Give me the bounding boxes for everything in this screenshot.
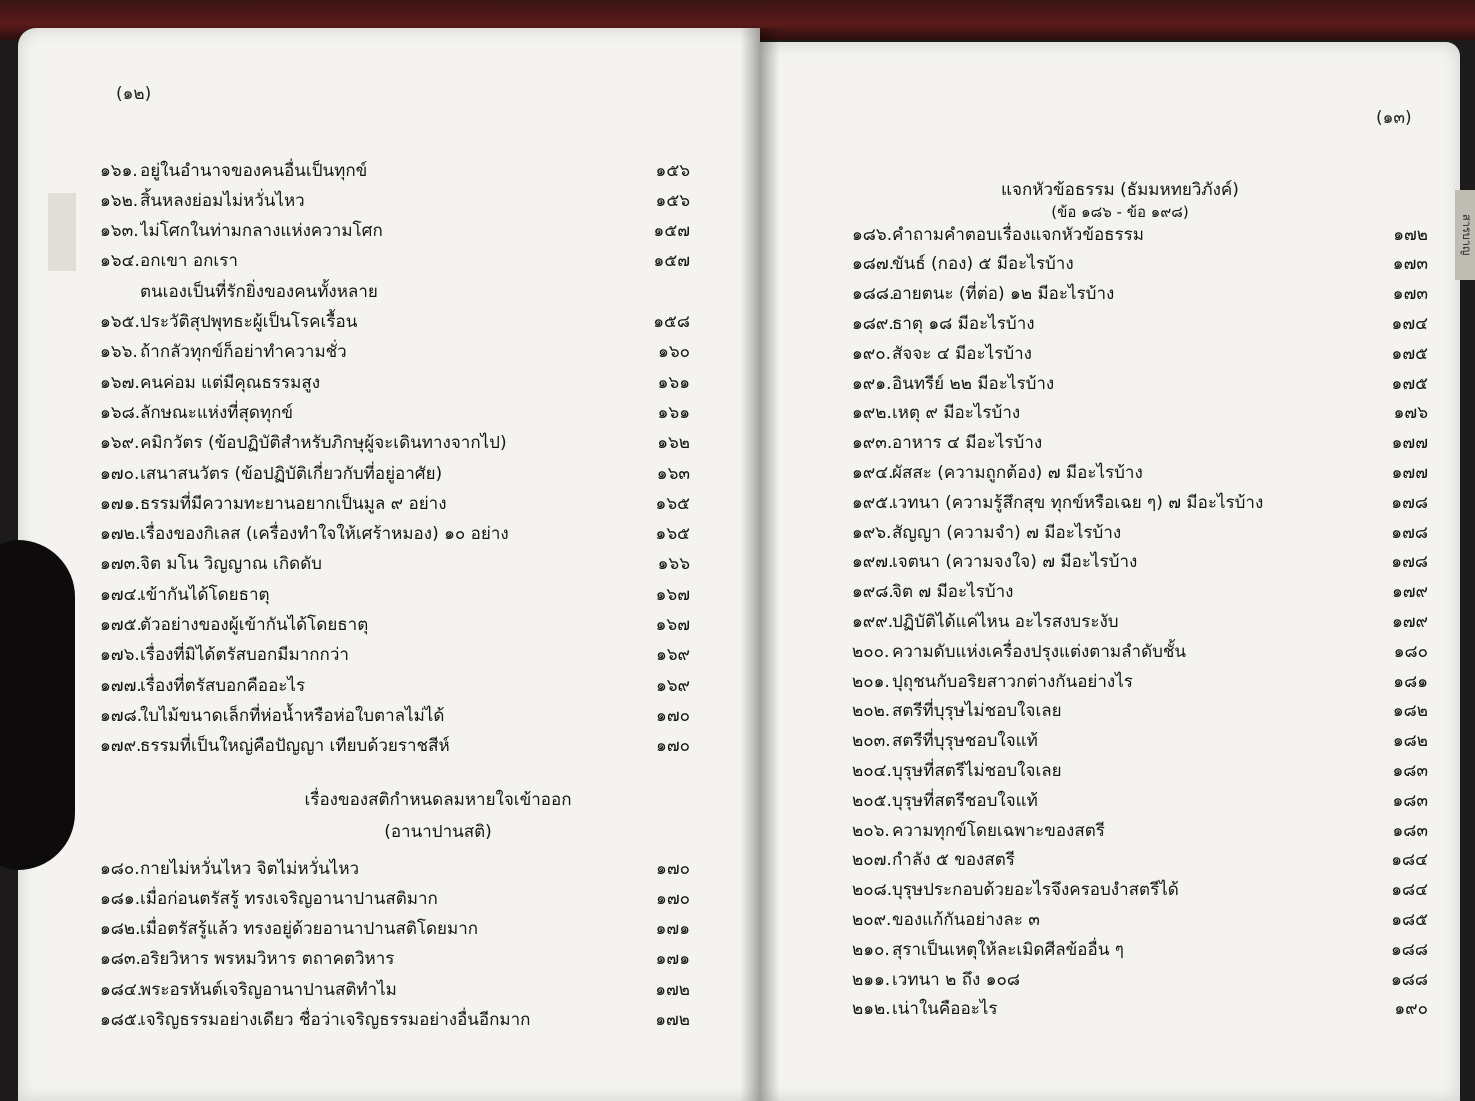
toc-entry: [852, 816, 1428, 844]
toc-entry-number: ๑๘๖.: [852, 224, 893, 245]
toc-entry-title: กำลัง ๕ ของสตรี: [892, 850, 1015, 871]
toc-entry-page: ๑๘๘: [1390, 939, 1428, 960]
toc-entry: [100, 732, 690, 760]
toc-entry: [852, 935, 1428, 963]
toc-entry-title: บุรุษที่สตรีชอบใจแท้: [892, 790, 1038, 811]
toc-entry-page: ๑๗๓: [1392, 254, 1428, 275]
toc-entry-title: ใบไม้ขนาดเล็กที่ห่อน้ำหรือห่อใบตาลไม่ได้: [140, 705, 445, 726]
toc-entry-title: เจตนา (ความจงใจ) ๗ มีอะไรบ้าง: [892, 552, 1138, 573]
toc-entry: [852, 578, 1428, 606]
toc-entry-page: ๑๕๗: [653, 251, 690, 272]
right-page: [760, 42, 1460, 1101]
toc-entry-title: เรื่องที่ตรัสบอกคืออะไร: [140, 675, 306, 696]
toc-entry: [100, 156, 690, 184]
toc-entry: [100, 520, 690, 548]
toc-entry-number: ๑๙๐.: [852, 343, 892, 364]
toc-entry-number: ๑๙๔.: [852, 462, 894, 483]
toc-entry-page: ๑๕๘: [653, 312, 690, 332]
toc-entry-page: ๑๗๑: [655, 919, 690, 940]
toc-entry-title: สตรีที่บุรุษไม่ชอบใจเลย: [892, 701, 1062, 722]
toc-entry-page: ๑๙๐: [1394, 999, 1428, 1020]
toc-entry-title: เวทนา (ความรู้สึกสุข ทุกข์หรือเฉย ๆ) ๗ มีอะไรบ้าง: [892, 492, 1264, 513]
toc-entry-page: ๑๖๓: [656, 463, 690, 484]
toc-entry-number: ๑๖๘.: [100, 402, 141, 423]
toc-entry-number: ๑๘๕.: [100, 1010, 143, 1030]
toc-entry-number: ๒๑๐.: [852, 939, 890, 960]
toc-entry-page: ๑๖๑: [657, 372, 690, 393]
toc-entry-number: ๒๐๑.: [852, 671, 890, 692]
toc-entry-number: ๑๙๖.: [852, 522, 892, 543]
toc-entry-page: ๑๗๐: [656, 705, 690, 726]
toc-entry-page: ๑๘๘: [1390, 969, 1428, 990]
toc-entry: [852, 607, 1428, 635]
toc-entry-number: ๑๗๒.: [100, 524, 141, 545]
toc-entry-page: ๑๗๙: [1391, 582, 1428, 603]
toc-entry-title: สุราเป็นเหตุให้ละเมิดศีลข้ออื่น ๆ: [892, 939, 1124, 960]
toc-entry-page: ๑๖๐: [658, 342, 690, 363]
toc-entry-number: ๑๘๐.: [100, 858, 140, 879]
toc-entry-page: ๑๗๑: [655, 949, 690, 970]
toc-entry-title: ปุถุชนกับอริยสาวกต่างกันอย่างไร: [892, 671, 1133, 692]
toc-entry-page: ๑๗๐: [656, 736, 690, 757]
toc-entry-number: ๑๗๑.: [100, 493, 140, 514]
toc-entry: [100, 671, 690, 699]
toc-entry-number: ๑๗๔.: [100, 584, 142, 605]
toc-entry: [852, 548, 1428, 576]
toc-entry-number: ๑๙๑.: [852, 373, 892, 394]
toc-entry-page: ๑๗๗: [1391, 462, 1428, 483]
toc-entry: [100, 247, 690, 275]
toc-entry-page: ๑๘๕: [1391, 909, 1428, 930]
toc-entry: [852, 846, 1428, 874]
toc-entry: [852, 965, 1428, 993]
toc-entry: [852, 667, 1428, 695]
toc-entry-page: ๑๘๓: [1392, 820, 1428, 841]
toc-entry-title: เจริญธรรมอย่างเดียว ชื่อว่าเจริญธรรมอย่างอื่นอีกมาก: [140, 1010, 531, 1030]
toc-entry-number: ๑๙๘.: [852, 582, 894, 603]
toc-entry-number: ๒๑๒.: [852, 999, 891, 1020]
toc-entry-page: ๑๗๖: [1393, 403, 1428, 424]
toc-entry-number: ๑๗๖.: [100, 645, 140, 666]
toc-entry-page: ๑๘๒: [1392, 731, 1428, 752]
toc-entry-page: ๑๖๑: [657, 402, 690, 423]
toc-entry: [100, 217, 690, 245]
toc-entry: [852, 756, 1428, 784]
toc-entry-number: ๑๖๔.: [100, 251, 140, 272]
toc-entry-title: ถ้ากลัวทุกข์ก็อย่าทำความชั่ว: [140, 342, 347, 363]
toc-entry-page: ๑๘๑: [1393, 671, 1428, 692]
toc-entry: [852, 250, 1428, 278]
toc-entry-number: ๑๖๑.: [100, 160, 138, 181]
toc-entry-page: ๑๕๗: [653, 221, 690, 242]
toc-entry-page: ๑๗๐: [656, 888, 690, 909]
toc-entry-number: ๑๖๓.: [100, 221, 139, 242]
toc-entry-title: ธาตุ ๑๘ มีอะไรบ้าง: [892, 313, 1035, 334]
toc-entry-number: ๑๗๙.: [100, 736, 142, 757]
toc-entry: [100, 186, 690, 214]
toc-entry: [852, 697, 1428, 725]
toc-entry-page: ๑๖๗: [655, 584, 690, 605]
toc-entry: [100, 611, 690, 639]
toc-entry-number: ๑๘๒.: [100, 919, 141, 940]
toc-entry: [100, 701, 690, 729]
toc-entry: [100, 641, 690, 669]
toc-entry: [100, 884, 690, 912]
toc-entry-page: ๑๖๙: [655, 675, 690, 696]
toc-entry-title: เหตุ ๙ มีอะไรบ้าง: [892, 403, 1021, 424]
left-section-heading: เรื่องของสติกำหนดลมหายใจเข้าออก: [304, 790, 572, 810]
toc-entry-number: ๑๘๙.: [852, 313, 894, 334]
right-page-number: (๑๓): [1376, 108, 1412, 128]
right-section-heading: แจกหัวข้อธรรม (ธัมมหทยวิภังค์): [1001, 180, 1239, 200]
right-section-subheading: (ข้อ ๑๘๖ - ข้อ ๑๙๘): [1051, 203, 1189, 221]
toc-entry-title: เสนาสนวัตร (ข้อปฏิบัติเกี่ยวกับที่อยู่อาศัย): [140, 463, 443, 484]
toc-entry-title: ธรรมที่มีความทะยานอยากเป็นมูล ๙ อย่าง: [140, 493, 447, 514]
toc-entry: [100, 489, 690, 517]
toc-entry-page: ๑๗๒: [655, 1010, 690, 1030]
toc-entry-number: ๒๐๕.: [852, 790, 892, 811]
toc-entry-title: ลักษณะแห่งที่สุดทุกข์: [140, 402, 294, 423]
toc-entry: [100, 277, 690, 305]
toc-entry-number: ๑๙๓.: [852, 433, 893, 454]
toc-entry: [100, 429, 690, 457]
toc-entry-title: ตนเองเป็นที่รักยิ่งของคนทั้งหลาย: [140, 281, 378, 302]
toc-entry: [852, 786, 1428, 814]
toc-entry-title: กายไม่หวั่นไหว จิตไม่หวั่นไหว: [140, 858, 360, 879]
toc-entry-title: บุรุษประกอบด้วยอะไรจึงครอบงำสตรีได้: [892, 880, 1179, 901]
toc-entry-title: จิต มโน วิญญาณ เกิดดับ: [140, 554, 322, 575]
toc-entry-title: ไม่โศกในท่ามกลางแห่งความโศก: [140, 221, 383, 242]
toc-entry: [852, 905, 1428, 933]
toc-entry-page: ๑๕๖: [655, 160, 690, 181]
index-side-tab: สารบาญ: [1455, 190, 1475, 280]
toc-entry-title: คมิกวัตร (ข้อปฏิบัติสำหรับภิกษุผู้จะเดินทางจากไป): [140, 433, 507, 454]
toc-entry-number: ๑๙๕.: [852, 492, 894, 513]
toc-entry-page: ๑๗๘: [1391, 492, 1428, 513]
toc-entry-title: คนค่อม แต่มีคุณธรรมสูง: [140, 372, 321, 393]
toc-entry: [852, 429, 1428, 457]
toc-entry-number: ๑๗๓.: [100, 554, 141, 575]
toc-entry-number: ๑๗๐.: [100, 463, 140, 484]
toc-entry-title: อกเขา อกเรา: [140, 251, 238, 272]
toc-entry: [100, 550, 690, 578]
toc-entry-page: ๑๗๕: [1391, 343, 1428, 364]
toc-entry: [100, 368, 690, 396]
toc-entry-page: ๑๗๕: [1391, 373, 1428, 394]
toc-entry-page: ๑๗๗: [1391, 433, 1428, 454]
toc-entry-number: ๒๐๐.: [852, 641, 890, 662]
toc-entry-title: จิต ๗ มีอะไรบ้าง: [892, 582, 1014, 603]
toc-entry: [852, 220, 1428, 248]
toc-entry: [852, 309, 1428, 337]
toc-entry-title: ความดับแห่งเครื่องปรุงแต่งตามลำดับชั้น: [892, 641, 1187, 662]
toc-entry: [100, 915, 690, 943]
holding-thumb: [0, 540, 75, 870]
toc-entry-title: เมื่อตรัสรู้แล้ว ทรงอยู่ด้วยอานาปานสติโดยมาก: [140, 919, 479, 940]
toc-entry-title: ตัวอย่างของผู้เข้ากันได้โดยธาตุ: [140, 615, 369, 635]
toc-entry-number: ๑๘๑.: [100, 888, 141, 909]
toc-entry-number: ๒๑๑.: [852, 969, 891, 990]
toc-entry-number: ๒๐๓.: [852, 731, 891, 752]
toc-entry-page: ๑๗๓: [1392, 284, 1428, 305]
toc-entry: [852, 637, 1428, 665]
toc-entry-title: เวทนา ๒ ถึง ๑๐๘: [892, 969, 1021, 990]
toc-entry: [852, 518, 1428, 546]
toc-entry: [852, 369, 1428, 397]
toc-entry-title: เรื่องของกิเลส (เครื่องทำใจให้เศร้าหมอง) ๑๐ อย่าง: [140, 524, 509, 545]
toc-entry-page: ๑๖๗: [655, 615, 690, 635]
toc-entry-page: ๑๖๕: [655, 493, 690, 514]
toc-entry: [852, 339, 1428, 367]
toc-entry-number: ๑๖๙.: [100, 433, 140, 454]
toc-entry-number: ๑๗๘.: [100, 705, 143, 726]
toc-entry-number: ๒๐๒.: [852, 701, 891, 722]
toc-entry-page: ๑๘๓: [1392, 760, 1428, 781]
toc-entry: [852, 399, 1428, 427]
left-section-subheading: (อานาปานสติ): [384, 822, 492, 842]
toc-entry-page: ๑๖๖: [657, 554, 690, 575]
toc-entry-number: ๑๘๓.: [100, 949, 141, 970]
toc-entry-page: ๑๘๔: [1391, 880, 1428, 901]
toc-entry: [100, 398, 690, 426]
toc-entry: [100, 338, 690, 366]
left-page-number: (๑๒): [116, 84, 152, 104]
toc-entry-title: ประวัติสุปพุทธะผู้เป็นโรคเรื้อน: [140, 312, 358, 332]
toc-entry: [100, 459, 690, 487]
toc-entry-number: ๑๘๗.: [852, 254, 895, 275]
toc-entry-page: ๑๗๒: [655, 979, 690, 1000]
toc-entry-number: ๒๐๔.: [852, 760, 892, 781]
toc-entry-page: ๑๕๖: [655, 190, 690, 211]
toc-entry: [100, 308, 690, 336]
toc-entry-number: ๑๘๔.: [100, 979, 143, 1000]
toc-entry-page: ๑๘๐: [1393, 641, 1428, 662]
toc-entry: [100, 854, 690, 882]
toc-entry-title: ธรรมที่เป็นใหญ่คือปัญญา เทียบด้วยราชสีห์: [140, 736, 450, 757]
toc-entry-page: ๑๖๒: [657, 433, 690, 454]
toc-entry-title: เข้ากันได้โดยธาตุ: [140, 584, 270, 605]
toc-entry-number: ๑๖๖.: [100, 342, 138, 363]
toc-entry-title: ของแก้กันอย่างละ ๓: [892, 909, 1040, 930]
toc-entry-page: ๑๘๒: [1392, 701, 1428, 722]
toc-entry-title: พระอรหันต์เจริญอานาปานสติทำไม: [140, 979, 397, 1000]
toc-entry-title: เน่าในคืออะไร: [892, 999, 998, 1020]
toc-entry-number: ๒๐๙.: [852, 909, 892, 930]
toc-entry-number: ๑๗๕.: [100, 615, 142, 635]
toc-entry-title: เมื่อก่อนตรัสรู้ ทรงเจริญอานาปานสติมาก: [140, 888, 438, 909]
toc-entry-page: ๑๘๔: [1391, 850, 1428, 871]
toc-entry-page: ๑๗๒: [1393, 224, 1428, 245]
toc-entry: [852, 995, 1428, 1023]
toc-entry-page: ๑๗๘: [1391, 522, 1428, 543]
toc-entry: [852, 876, 1428, 904]
toc-entry-title: ปฏิบัติได้แค่ไหน อะไรสงบระงับ: [892, 611, 1119, 632]
toc-entry-title: อาหาร ๔ มีอะไรบ้าง: [892, 433, 1043, 454]
toc-entry-title: เรื่องที่มิได้ตรัสบอกมีมากกว่า: [140, 645, 349, 666]
toc-entry-title: บุรุษที่สตรีไม่ชอบใจเลย: [892, 760, 1062, 781]
toc-entry-number: ๑๙๒.: [852, 403, 892, 424]
toc-entry-page: ๑๖๙: [655, 645, 690, 666]
toc-entry-page: ๑๖๕: [655, 524, 690, 545]
toc-entry: [852, 727, 1428, 755]
toc-entry: [100, 580, 690, 608]
left-margin-mark: [48, 193, 76, 271]
toc-entry: [852, 280, 1428, 308]
toc-entry-page: ๑๘๓: [1392, 790, 1428, 811]
toc-entry: [852, 458, 1428, 486]
toc-entry-number: ๑๗๗.: [100, 675, 142, 696]
toc-entry-title: สัจจะ ๔ มีอะไรบ้าง: [892, 343, 1032, 364]
toc-entry-number: ๑๘๘.: [852, 284, 895, 305]
toc-entry: [100, 945, 690, 973]
toc-entry-number: ๒๐๗.: [852, 850, 892, 871]
toc-entry-number: ๑๙๗.: [852, 552, 894, 573]
left-page: [18, 28, 760, 1101]
toc-entry-page: ๑๗๔: [1391, 313, 1428, 334]
toc-entry-title: คำถามคำตอบเรื่องแจกหัวข้อธรรม: [892, 224, 1145, 245]
toc-entry-number: ๑๖๗.: [100, 372, 140, 393]
toc-entry-title: สิ้นหลงย่อมไม่หวั่นไหว: [140, 190, 305, 211]
toc-entry-title: สัญญา (ความจำ) ๗ มีอะไรบ้าง: [892, 522, 1122, 543]
toc-entry-title: อินทรีย์ ๒๒ มีอะไรบ้าง: [892, 373, 1055, 394]
toc-entry: [100, 1006, 690, 1034]
toc-entry-title: ขันธ์ (กอง) ๕ มีอะไรบ้าง: [892, 254, 1074, 275]
toc-entry-title: สตรีที่บุรุษชอบใจแท้: [892, 731, 1038, 752]
toc-entry-number: ๒๐๘.: [852, 880, 893, 901]
toc-entry-title: อายตนะ (ที่ต่อ) ๑๒ มีอะไรบ้าง: [892, 284, 1115, 305]
toc-entry-title: ความทุกข์โดยเฉพาะของสตรี: [892, 820, 1105, 841]
toc-entry-page: ๑๗๘: [1391, 552, 1428, 573]
toc-entry-number: ๒๐๖.: [852, 820, 890, 841]
book-gutter: [740, 28, 780, 1101]
toc-entry-number: ๑๙๙.: [852, 611, 894, 632]
toc-entry: [100, 975, 690, 1003]
toc-entry-title: อริยวิหาร พรหมวิหาร ตถาคตวิหาร: [140, 949, 395, 970]
toc-entry-page: ๑๗๙: [1391, 611, 1428, 632]
toc-entry: [852, 488, 1428, 516]
toc-entry-page: ๑๗๐: [656, 858, 690, 879]
toc-entry-title: อยู่ในอำนาจของคนอื่นเป็นทุกข์: [140, 160, 368, 181]
toc-entry-number: ๑๖๒.: [100, 190, 139, 211]
toc-entry-title: ผัสสะ (ความถูกต้อง) ๗ มีอะไรบ้าง: [892, 462, 1143, 483]
toc-entry-number: ๑๖๕.: [100, 312, 140, 332]
